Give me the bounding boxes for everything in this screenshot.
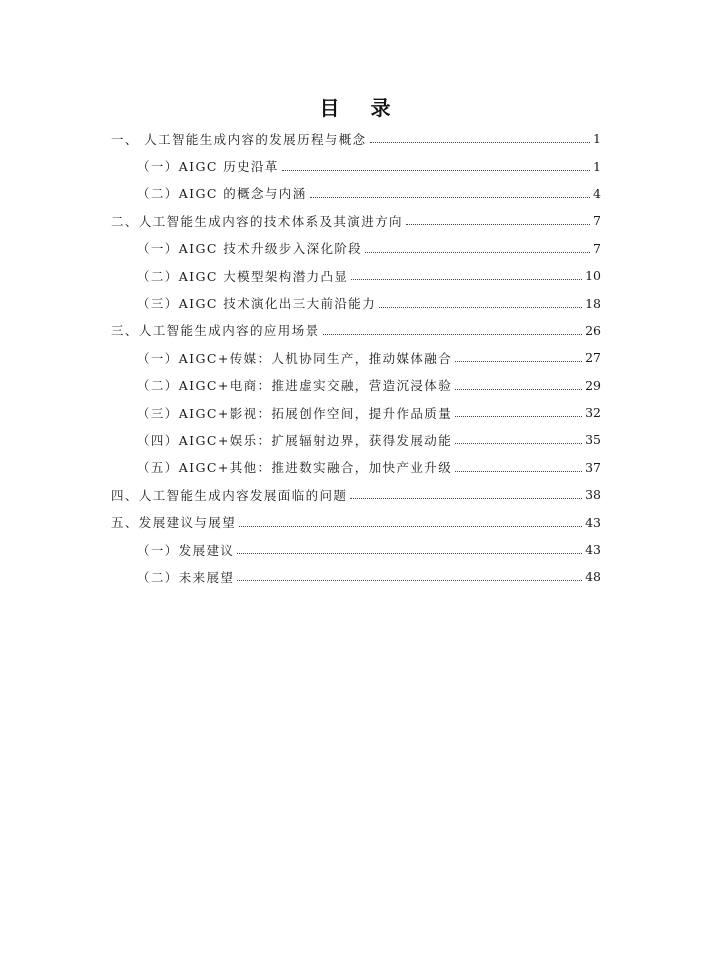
toc-entry-page: 1 xyxy=(593,158,601,174)
toc-entry[interactable] xyxy=(0,235,710,262)
toc-entry-text: （一）发展建议 xyxy=(137,542,235,558)
toc-leader-dots xyxy=(237,553,582,554)
toc-entry-page: 7 xyxy=(593,240,601,256)
toc-entry-text: （三）AIGC 技术演化出三大前沿能力 xyxy=(137,296,377,312)
toc-entry-text: （二）AIGC 的概念与内涵 xyxy=(137,186,307,202)
toc-entry-text: （三）AIGC+影视：拓展创作空间，提升作品质量 xyxy=(137,405,453,421)
toc-entry-text: （五）AIGC+其他：推进数实融合，加快产业升级 xyxy=(137,460,453,476)
toc-leader-dots xyxy=(351,279,582,280)
toc-entry[interactable] xyxy=(0,180,710,207)
toc-entry[interactable] xyxy=(0,454,710,481)
toc-entry[interactable] xyxy=(0,536,710,563)
toc-leader-dots xyxy=(239,526,582,527)
toc-entry-text: （一）AIGC 技术升级步入深化阶段 xyxy=(137,241,363,257)
toc-entry[interactable] xyxy=(0,152,710,179)
toc-entry-page: 18 xyxy=(585,295,601,311)
toc-entry-text: 一、 人工智能生成内容的发展历程与概念 xyxy=(111,131,367,147)
toc-leader-dots xyxy=(455,416,582,417)
toc-leader-dots xyxy=(379,307,582,308)
toc-leader-dots xyxy=(455,389,582,390)
toc-entry[interactable] xyxy=(0,399,710,426)
toc-entry-text: （四）AIGC+娱乐：扩展辐射边界，获得发展动能 xyxy=(137,432,453,448)
toc-leader-dots xyxy=(350,498,582,499)
toc-leader-dots xyxy=(323,334,583,335)
toc-entry-page: 7 xyxy=(593,213,601,229)
toc-entry[interactable] xyxy=(0,481,710,508)
toc-entry-page: 48 xyxy=(585,569,601,585)
toc-entry[interactable] xyxy=(0,563,710,590)
toc-entry[interactable] xyxy=(0,262,710,289)
toc-entry-text: （二）未来展望 xyxy=(137,569,235,585)
toc-entry[interactable] xyxy=(0,372,710,399)
toc-entry-text: （一）AIGC+传媒：人机协同生产，推动媒体融合 xyxy=(137,350,453,366)
toc-entry-page: 32 xyxy=(585,405,601,421)
toc-entry-page: 43 xyxy=(585,514,601,530)
toc-leader-dots xyxy=(365,252,590,253)
toc-entry-text: 四、人工智能生成内容发展面临的问题 xyxy=(111,487,348,503)
toc-entry-page: 37 xyxy=(585,459,601,475)
toc-entry[interactable] xyxy=(0,125,710,152)
toc-entry-page: 1 xyxy=(593,131,601,147)
toc-entry[interactable] xyxy=(0,344,710,371)
toc-title: 目 录 xyxy=(319,96,403,120)
toc-entry-text: 二、人工智能生成内容的技术体系及其演进方向 xyxy=(111,213,403,229)
toc-entry-text: （一）AIGC 历史沿革 xyxy=(137,159,279,175)
toc-leader-dots xyxy=(455,361,582,362)
toc-entry-page: 10 xyxy=(585,268,601,284)
toc-entry-page: 35 xyxy=(585,432,601,448)
toc-entry-text: 三、人工智能生成内容的应用场景 xyxy=(111,323,320,339)
toc-entry-text: 五、发展建议与展望 xyxy=(111,515,237,531)
toc-list xyxy=(0,125,710,591)
toc-leader-dots xyxy=(370,142,590,143)
toc-entry-text: （二）AIGC 大模型架构潜力凸显 xyxy=(137,268,349,284)
toc-entry[interactable] xyxy=(0,426,710,453)
toc-leader-dots xyxy=(455,443,582,444)
toc-entry-page: 29 xyxy=(585,377,601,393)
toc-entry-page: 4 xyxy=(593,185,601,201)
toc-entry[interactable] xyxy=(0,207,710,234)
toc-leader-dots xyxy=(237,580,582,581)
toc-entry-page: 27 xyxy=(585,350,601,366)
toc-entry[interactable] xyxy=(0,508,710,535)
toc-leader-dots xyxy=(282,170,590,171)
toc-entry-text: （二）AIGC+电商：推进虚实交融，营造沉浸体验 xyxy=(137,378,453,394)
toc-entry-page: 38 xyxy=(585,487,601,503)
toc-entry-page: 26 xyxy=(585,322,601,338)
toc-leader-dots xyxy=(310,197,590,198)
toc-entry-page: 43 xyxy=(585,542,601,558)
toc-leader-dots xyxy=(406,224,590,225)
toc-leader-dots xyxy=(455,471,582,472)
toc-entry[interactable] xyxy=(0,289,710,316)
toc-entry[interactable] xyxy=(0,317,710,344)
